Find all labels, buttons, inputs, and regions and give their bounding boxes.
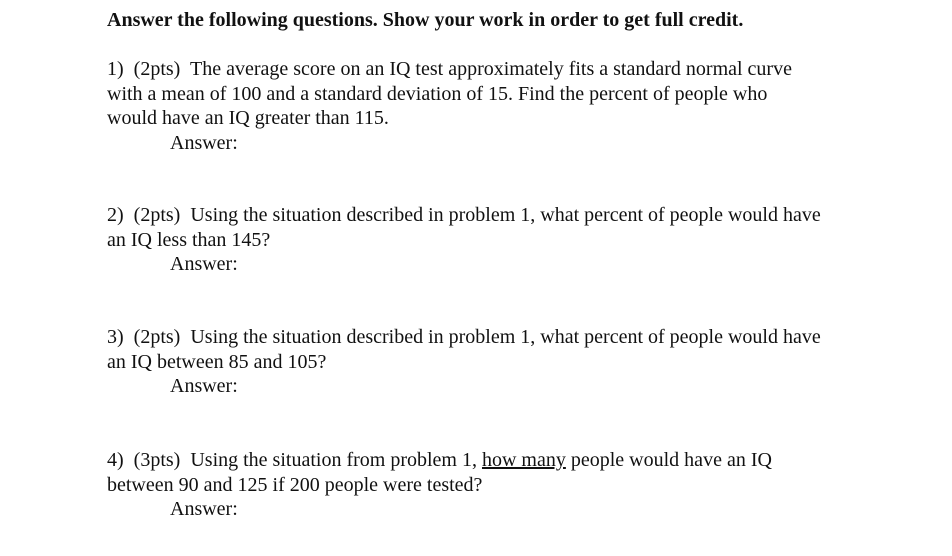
question-1-line-1: [107, 57, 907, 82]
question-1: [107, 57, 907, 155]
answer-label: Answer:: [170, 375, 238, 397]
instructions-heading: Answer the following questions. Show your work in order to get full credit.: [107, 9, 744, 31]
question-points: (2pts): [133, 58, 181, 80]
question-2: [107, 203, 907, 277]
question-number: 1): [107, 58, 124, 80]
question-3-line-1: [107, 325, 907, 350]
answer-label: Answer:: [170, 253, 238, 275]
question-3-line-2: an IQ between 85 and 105?: [107, 350, 327, 373]
question-number: 2): [107, 204, 124, 226]
question-4-line-1: [107, 448, 907, 473]
question-points: (3pts): [133, 449, 181, 471]
question-points: (2pts): [133, 326, 181, 348]
question-text: The average score on an IQ test approximately fits a standard normal curve: [189, 58, 792, 80]
question-number: 4): [107, 449, 124, 471]
question-4: [107, 448, 907, 522]
question-3: [107, 325, 907, 399]
question-2-line-2: an IQ less than 145?: [107, 228, 271, 251]
underlined-emphasis: how many: [481, 449, 566, 471]
question-number: 3): [107, 326, 124, 348]
worksheet: [107, 8, 907, 520]
answer-label: Answer:: [170, 498, 238, 520]
question-2-line-1: [107, 203, 907, 228]
question-text-continued: people would have an IQ: [570, 449, 772, 471]
question-points: (2pts): [133, 204, 181, 226]
question-text: Using the situation from problem 1,: [190, 449, 477, 471]
question-text: Using the situation described in problem 1, what percent of people would have: [190, 204, 821, 226]
answer-label: Answer:: [170, 131, 238, 154]
question-1-line-3: would have an IQ greater than 115.: [107, 107, 389, 129]
question-4-line-2: between 90 and 125 if 200 people were tested?: [107, 473, 483, 496]
question-text: Using the situation described in problem 1, what percent of people would have: [190, 326, 821, 348]
question-1-line-2: with a mean of 100 and a standard deviation of 15. Find the percent of people who: [107, 82, 768, 105]
